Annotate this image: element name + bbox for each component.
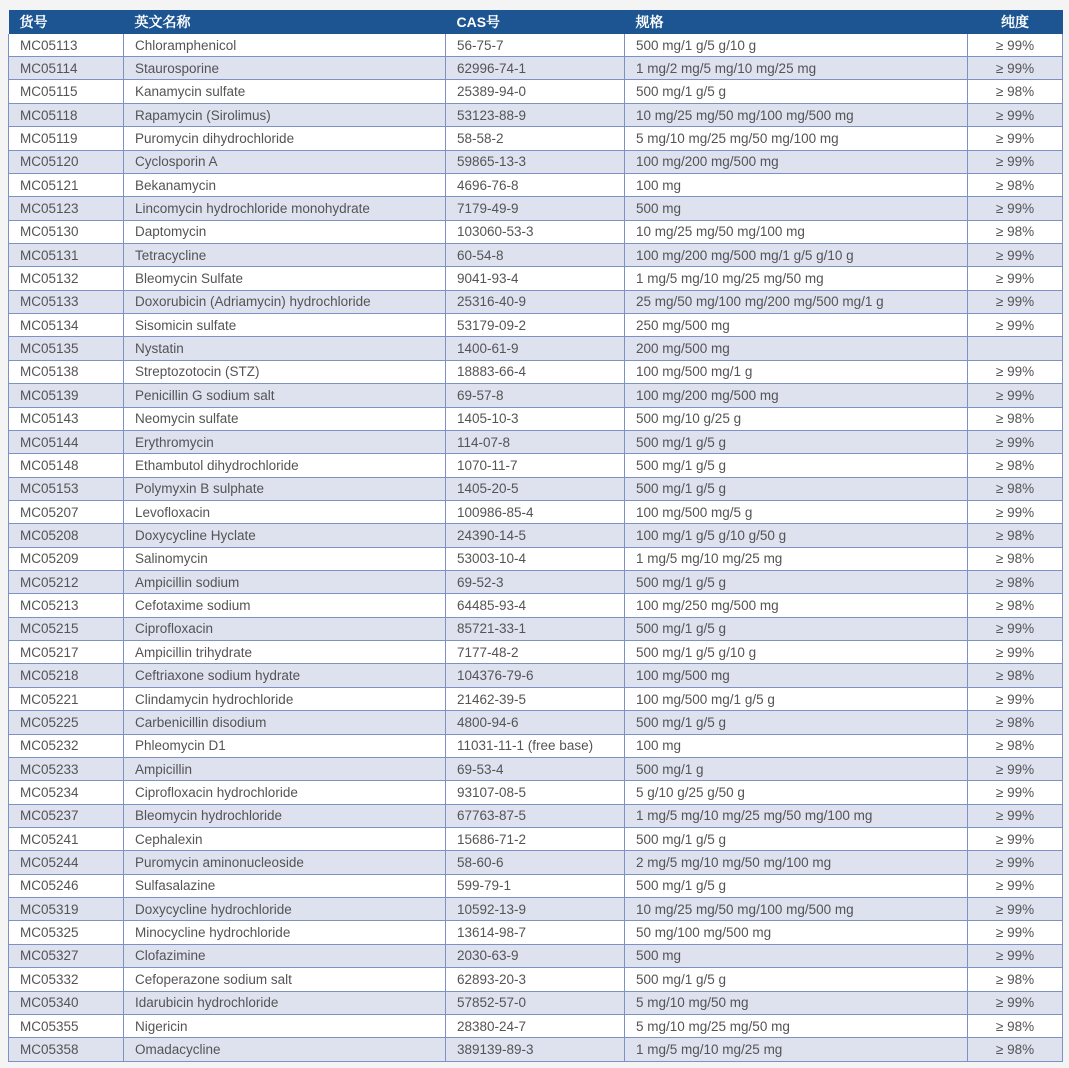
- cell-catalog-no: MC05148: [9, 454, 124, 477]
- table-row: [9, 734, 1063, 757]
- cell-specification: 500 mg: [625, 197, 968, 220]
- cell-english-name: Omadacycline: [124, 1038, 446, 1062]
- cell-cas-no: 599-79-1: [446, 874, 625, 897]
- cell-cas-no: 11031-11-1 (free base): [446, 734, 625, 757]
- cell-purity: ≥ 99%: [968, 921, 1063, 944]
- table-row: [9, 290, 1063, 313]
- cell-specification: 500 mg/1 g/5 g/10 g: [625, 34, 968, 57]
- table-row: [9, 150, 1063, 173]
- cell-english-name: Ampicillin trihydrate: [124, 641, 446, 664]
- cell-catalog-no: MC05118: [9, 103, 124, 126]
- table-row: [9, 220, 1063, 243]
- cell-english-name: Daptomycin: [124, 220, 446, 243]
- cell-specification: 500 mg/1 g/5 g: [625, 968, 968, 991]
- cell-purity: ≥ 99%: [968, 687, 1063, 710]
- cell-specification: 100 mg: [625, 173, 968, 196]
- cell-cas-no: 69-52-3: [446, 571, 625, 594]
- cell-catalog-no: MC05113: [9, 34, 124, 57]
- cell-purity: ≥ 99%: [968, 127, 1063, 150]
- cell-specification: 10 mg/25 mg/50 mg/100 mg: [625, 220, 968, 243]
- table-row: [9, 757, 1063, 780]
- cell-english-name: Doxorubicin (Adriamycin) hydrochloride: [124, 290, 446, 313]
- cell-purity: ≥ 99%: [968, 290, 1063, 313]
- cell-english-name: Ampicillin sodium: [124, 571, 446, 594]
- cell-specification: 500 mg/10 g/25 g: [625, 407, 968, 430]
- cell-english-name: Tetracycline: [124, 244, 446, 267]
- cell-cas-no: 58-60-6: [446, 851, 625, 874]
- cell-cas-no: 62893-20-3: [446, 968, 625, 991]
- cell-english-name: Doxycycline Hyclate: [124, 524, 446, 547]
- cell-purity: ≥ 98%: [968, 734, 1063, 757]
- cell-english-name: Bleomycin hydrochloride: [124, 804, 446, 827]
- cell-cas-no: 62996-74-1: [446, 57, 625, 80]
- table-row: [9, 524, 1063, 547]
- cell-cas-no: 56-75-7: [446, 34, 625, 57]
- cell-specification: 100 mg/1 g/5 g/10 g/50 g: [625, 524, 968, 547]
- cell-english-name: Phleomycin D1: [124, 734, 446, 757]
- cell-purity: ≥ 98%: [968, 547, 1063, 570]
- table-row: [9, 944, 1063, 967]
- cell-cas-no: 57852-57-0: [446, 991, 625, 1014]
- cell-purity: ≥ 99%: [968, 991, 1063, 1014]
- cell-cas-no: 59865-13-3: [446, 150, 625, 173]
- cell-specification: 1 mg/5 mg/10 mg/25 mg/50 mg/100 mg: [625, 804, 968, 827]
- cell-cas-no: 25316-40-9: [446, 290, 625, 313]
- table-row: [9, 968, 1063, 991]
- cell-purity: ≥ 98%: [968, 220, 1063, 243]
- cell-purity: ≥ 98%: [968, 524, 1063, 547]
- cell-purity: ≥ 99%: [968, 781, 1063, 804]
- cell-english-name: Sisomicin sulfate: [124, 314, 446, 337]
- table-row: [9, 804, 1063, 827]
- table-row: [9, 571, 1063, 594]
- table-row: [9, 991, 1063, 1014]
- cell-catalog-no: MC05134: [9, 314, 124, 337]
- cell-cas-no: 9041-93-4: [446, 267, 625, 290]
- cell-cas-no: 104376-79-6: [446, 664, 625, 687]
- cell-english-name: Kanamycin sulfate: [124, 80, 446, 103]
- cell-catalog-no: MC05132: [9, 267, 124, 290]
- cell-purity: ≥ 99%: [968, 641, 1063, 664]
- cell-catalog-no: MC05340: [9, 991, 124, 1014]
- table-row: [9, 641, 1063, 664]
- cell-specification: 1 mg/2 mg/5 mg/10 mg/25 mg: [625, 57, 968, 80]
- cell-specification: 500 mg/1 g/5 g: [625, 80, 968, 103]
- cell-english-name: Nigericin: [124, 1014, 446, 1037]
- cell-specification: 500 mg/1 g/5 g: [625, 454, 968, 477]
- cell-specification: 500 mg/1 g/5 g: [625, 874, 968, 897]
- cell-specification: 500 mg/1 g/5 g: [625, 617, 968, 640]
- cell-english-name: Clofazimine: [124, 944, 446, 967]
- table-row: [9, 57, 1063, 80]
- cell-cas-no: 114-07-8: [446, 430, 625, 453]
- cell-specification: 500 mg/1 g: [625, 757, 968, 780]
- cell-english-name: Bekanamycin: [124, 173, 446, 196]
- table-header: [9, 10, 1063, 34]
- cell-catalog-no: MC05212: [9, 571, 124, 594]
- cell-english-name: Puromycin dihydrochloride: [124, 127, 446, 150]
- cell-specification: 500 mg/1 g/5 g: [625, 827, 968, 850]
- cell-purity: ≥ 99%: [968, 874, 1063, 897]
- cell-specification: 1 mg/5 mg/10 mg/25 mg: [625, 547, 968, 570]
- cell-cas-no: 21462-39-5: [446, 687, 625, 710]
- table-row: [9, 827, 1063, 850]
- column-header-purity: 纯度: [968, 10, 1063, 34]
- cell-catalog-no: MC05131: [9, 244, 124, 267]
- cell-purity: ≥ 99%: [968, 617, 1063, 640]
- cell-catalog-no: MC05237: [9, 804, 124, 827]
- cell-english-name: Cyclosporin A: [124, 150, 446, 173]
- cell-english-name: Chloramphenicol: [124, 34, 446, 57]
- column-header-specification: 规格: [625, 10, 968, 34]
- cell-english-name: Rapamycin (Sirolimus): [124, 103, 446, 126]
- table-row: [9, 921, 1063, 944]
- cell-cas-no: 53003-10-4: [446, 547, 625, 570]
- cell-english-name: Cefoperazone sodium salt: [124, 968, 446, 991]
- cell-catalog-no: MC05207: [9, 500, 124, 523]
- cell-cas-no: 7177-48-2: [446, 641, 625, 664]
- cell-specification: 100 mg: [625, 734, 968, 757]
- table-row: [9, 454, 1063, 477]
- cell-english-name: Cephalexin: [124, 827, 446, 850]
- cell-cas-no: 103060-53-3: [446, 220, 625, 243]
- cell-purity: ≥ 99%: [968, 500, 1063, 523]
- cell-english-name: Ampicillin: [124, 757, 446, 780]
- cell-english-name: Bleomycin Sulfate: [124, 267, 446, 290]
- table-row: [9, 547, 1063, 570]
- cell-cas-no: 1400-61-9: [446, 337, 625, 360]
- cell-specification: 500 mg/1 g/5 g: [625, 571, 968, 594]
- cell-english-name: Levofloxacin: [124, 500, 446, 523]
- cell-catalog-no: MC05115: [9, 80, 124, 103]
- table-row: [9, 430, 1063, 453]
- cell-cas-no: 13614-98-7: [446, 921, 625, 944]
- cell-specification: 100 mg/200 mg/500 mg: [625, 150, 968, 173]
- cell-catalog-no: MC05327: [9, 944, 124, 967]
- cell-purity: ≥ 98%: [968, 664, 1063, 687]
- table-header-row: [9, 10, 1063, 34]
- cell-purity: ≥ 99%: [968, 150, 1063, 173]
- cell-purity: ≥ 98%: [968, 173, 1063, 196]
- cell-english-name: Ciprofloxacin hydrochloride: [124, 781, 446, 804]
- table-row: [9, 384, 1063, 407]
- cell-purity: ≥ 99%: [968, 804, 1063, 827]
- cell-cas-no: 1070-11-7: [446, 454, 625, 477]
- cell-catalog-no: MC05123: [9, 197, 124, 220]
- cell-cas-no: 24390-14-5: [446, 524, 625, 547]
- cell-catalog-no: MC05358: [9, 1038, 124, 1062]
- cell-english-name: Cefotaxime sodium: [124, 594, 446, 617]
- cell-cas-no: 28380-24-7: [446, 1014, 625, 1037]
- cell-catalog-no: MC05114: [9, 57, 124, 80]
- cell-purity: ≥ 98%: [968, 454, 1063, 477]
- cell-purity: ≥ 98%: [968, 80, 1063, 103]
- cell-cas-no: 7179-49-9: [446, 197, 625, 220]
- cell-catalog-no: MC05217: [9, 641, 124, 664]
- table-row: [9, 360, 1063, 383]
- cell-cas-no: 4800-94-6: [446, 711, 625, 734]
- cell-cas-no: 389139-89-3: [446, 1038, 625, 1062]
- cell-purity: ≥ 99%: [968, 57, 1063, 80]
- cell-purity: ≥ 99%: [968, 384, 1063, 407]
- cell-specification: 200 mg/500 mg: [625, 337, 968, 360]
- cell-catalog-no: MC05246: [9, 874, 124, 897]
- cell-specification: 10 mg/25 mg/50 mg/100 mg/500 mg: [625, 898, 968, 921]
- cell-purity: ≥ 99%: [968, 430, 1063, 453]
- cell-purity: ≥ 98%: [968, 711, 1063, 734]
- cell-specification: 100 mg/500 mg: [625, 664, 968, 687]
- cell-purity: ≥ 99%: [968, 197, 1063, 220]
- cell-purity: ≥ 99%: [968, 314, 1063, 337]
- cell-catalog-no: MC05319: [9, 898, 124, 921]
- table-row: [9, 1038, 1063, 1062]
- cell-catalog-no: MC05135: [9, 337, 124, 360]
- cell-purity: ≥ 98%: [968, 594, 1063, 617]
- cell-specification: 500 mg: [625, 944, 968, 967]
- cell-catalog-no: MC05120: [9, 150, 124, 173]
- cell-english-name: Ethambutol dihydrochloride: [124, 454, 446, 477]
- cell-purity: ≥ 98%: [968, 1014, 1063, 1037]
- table-row: [9, 687, 1063, 710]
- cell-purity: ≥ 99%: [968, 360, 1063, 383]
- cell-specification: 500 mg/1 g/5 g: [625, 711, 968, 734]
- cell-catalog-no: MC05139: [9, 384, 124, 407]
- cell-catalog-no: MC05232: [9, 734, 124, 757]
- cell-english-name: Nystatin: [124, 337, 446, 360]
- table-row: [9, 617, 1063, 640]
- cell-specification: 250 mg/500 mg: [625, 314, 968, 337]
- cell-cas-no: 53179-09-2: [446, 314, 625, 337]
- cell-english-name: Lincomycin hydrochloride monohydrate: [124, 197, 446, 220]
- table-row: [9, 664, 1063, 687]
- table-body: [9, 34, 1063, 1062]
- cell-english-name: Neomycin sulfate: [124, 407, 446, 430]
- cell-cas-no: 67763-87-5: [446, 804, 625, 827]
- cell-purity: ≥ 98%: [968, 968, 1063, 991]
- cell-specification: 5 mg/10 mg/25 mg/50 mg: [625, 1014, 968, 1037]
- table-row: [9, 34, 1063, 57]
- cell-catalog-no: MC05153: [9, 477, 124, 500]
- cell-specification: 100 mg/500 mg/1 g/5 g: [625, 687, 968, 710]
- cell-cas-no: 4696-76-8: [446, 173, 625, 196]
- cell-english-name: Idarubicin hydrochloride: [124, 991, 446, 1014]
- cell-english-name: Salinomycin: [124, 547, 446, 570]
- cell-specification: 100 mg/500 mg/5 g: [625, 500, 968, 523]
- cell-catalog-no: MC05208: [9, 524, 124, 547]
- cell-catalog-no: MC05218: [9, 664, 124, 687]
- table-row: [9, 500, 1063, 523]
- cell-english-name: Doxycycline hydrochloride: [124, 898, 446, 921]
- cell-cas-no: 18883-66-4: [446, 360, 625, 383]
- product-table: [8, 10, 1063, 1062]
- cell-english-name: Carbenicillin disodium: [124, 711, 446, 734]
- table-row: [9, 851, 1063, 874]
- cell-specification: 1 mg/5 mg/10 mg/25 mg/50 mg: [625, 267, 968, 290]
- cell-english-name: Polymyxin B sulphate: [124, 477, 446, 500]
- table-row: [9, 874, 1063, 897]
- cell-purity: ≥ 98%: [968, 571, 1063, 594]
- cell-cas-no: 93107-08-5: [446, 781, 625, 804]
- cell-specification: 50 mg/100 mg/500 mg: [625, 921, 968, 944]
- cell-english-name: Ceftriaxone sodium hydrate: [124, 664, 446, 687]
- table-row: [9, 1014, 1063, 1037]
- cell-specification: 100 mg/500 mg/1 g: [625, 360, 968, 383]
- cell-specification: 100 mg/250 mg/500 mg: [625, 594, 968, 617]
- cell-catalog-no: MC05233: [9, 757, 124, 780]
- cell-catalog-no: MC05130: [9, 220, 124, 243]
- cell-purity: ≥ 99%: [968, 34, 1063, 57]
- cell-cas-no: 85721-33-1: [446, 617, 625, 640]
- cell-catalog-no: MC05241: [9, 827, 124, 850]
- cell-catalog-no: MC05121: [9, 173, 124, 196]
- cell-specification: 10 mg/25 mg/50 mg/100 mg/500 mg: [625, 103, 968, 126]
- cell-catalog-no: MC05215: [9, 617, 124, 640]
- cell-specification: 500 mg/1 g/5 g/10 g: [625, 641, 968, 664]
- cell-catalog-no: MC05143: [9, 407, 124, 430]
- cell-specification: 1 mg/5 mg/10 mg/25 mg: [625, 1038, 968, 1062]
- cell-english-name: Staurosporine: [124, 57, 446, 80]
- cell-purity: ≥ 99%: [968, 898, 1063, 921]
- cell-catalog-no: MC05221: [9, 687, 124, 710]
- cell-catalog-no: MC05119: [9, 127, 124, 150]
- cell-catalog-no: MC05225: [9, 711, 124, 734]
- cell-catalog-no: MC05332: [9, 968, 124, 991]
- cell-cas-no: 58-58-2: [446, 127, 625, 150]
- cell-catalog-no: MC05144: [9, 430, 124, 453]
- cell-cas-no: 1405-20-5: [446, 477, 625, 500]
- table-row: [9, 477, 1063, 500]
- cell-cas-no: 1405-10-3: [446, 407, 625, 430]
- column-header-english-name: 英文名称: [124, 10, 446, 34]
- table-row: [9, 244, 1063, 267]
- cell-purity: ≥ 99%: [968, 851, 1063, 874]
- cell-english-name: Ciprofloxacin: [124, 617, 446, 640]
- cell-catalog-no: MC05325: [9, 921, 124, 944]
- table-row: [9, 711, 1063, 734]
- cell-english-name: Streptozotocin (STZ): [124, 360, 446, 383]
- table-row: [9, 197, 1063, 220]
- cell-cas-no: 69-53-4: [446, 757, 625, 780]
- cell-cas-no: 2030-63-9: [446, 944, 625, 967]
- cell-cas-no: 10592-13-9: [446, 898, 625, 921]
- cell-cas-no: 69-57-8: [446, 384, 625, 407]
- table-row: [9, 314, 1063, 337]
- cell-cas-no: 15686-71-2: [446, 827, 625, 850]
- cell-catalog-no: MC05234: [9, 781, 124, 804]
- cell-catalog-no: MC05133: [9, 290, 124, 313]
- table-row: [9, 103, 1063, 126]
- cell-cas-no: 25389-94-0: [446, 80, 625, 103]
- cell-purity: ≥ 98%: [968, 1038, 1063, 1062]
- table-row: [9, 127, 1063, 150]
- column-header-cas-no: CAS号: [446, 10, 625, 34]
- cell-english-name: Penicillin G sodium salt: [124, 384, 446, 407]
- cell-cas-no: 64485-93-4: [446, 594, 625, 617]
- cell-purity: ≥ 99%: [968, 827, 1063, 850]
- cell-purity: ≥ 99%: [968, 757, 1063, 780]
- table-row: [9, 173, 1063, 196]
- cell-purity: ≥ 99%: [968, 103, 1063, 126]
- cell-specification: 5 g/10 g/25 g/50 g: [625, 781, 968, 804]
- cell-english-name: Clindamycin hydrochloride: [124, 687, 446, 710]
- table-row: [9, 781, 1063, 804]
- cell-english-name: Erythromycin: [124, 430, 446, 453]
- product-table-container: [8, 10, 1063, 1062]
- cell-english-name: Minocycline hydrochloride: [124, 921, 446, 944]
- cell-cas-no: 60-54-8: [446, 244, 625, 267]
- cell-catalog-no: MC05244: [9, 851, 124, 874]
- cell-purity: ≥ 98%: [968, 477, 1063, 500]
- cell-catalog-no: MC05355: [9, 1014, 124, 1037]
- cell-purity: ≥ 99%: [968, 267, 1063, 290]
- cell-specification: 2 mg/5 mg/10 mg/50 mg/100 mg: [625, 851, 968, 874]
- cell-specification: 5 mg/10 mg/25 mg/50 mg/100 mg: [625, 127, 968, 150]
- cell-catalog-no: MC05213: [9, 594, 124, 617]
- cell-purity: ≥ 98%: [968, 407, 1063, 430]
- cell-specification: 500 mg/1 g/5 g: [625, 430, 968, 453]
- table-row: [9, 898, 1063, 921]
- cell-purity: [968, 337, 1063, 360]
- cell-specification: 25 mg/50 mg/100 mg/200 mg/500 mg/1 g: [625, 290, 968, 313]
- cell-cas-no: 100986-85-4: [446, 500, 625, 523]
- cell-specification: 500 mg/1 g/5 g: [625, 477, 968, 500]
- column-header-catalog-no: 货号: [9, 10, 124, 34]
- cell-catalog-no: MC05209: [9, 547, 124, 570]
- cell-specification: 100 mg/200 mg/500 mg/1 g/5 g/10 g: [625, 244, 968, 267]
- cell-english-name: Puromycin aminonucleoside: [124, 851, 446, 874]
- table-row: [9, 267, 1063, 290]
- table-row: [9, 80, 1063, 103]
- cell-specification: 100 mg/200 mg/500 mg: [625, 384, 968, 407]
- cell-english-name: Sulfasalazine: [124, 874, 446, 897]
- table-row: [9, 407, 1063, 430]
- cell-purity: ≥ 99%: [968, 244, 1063, 267]
- table-row: [9, 337, 1063, 360]
- table-row: [9, 594, 1063, 617]
- cell-specification: 5 mg/10 mg/50 mg: [625, 991, 968, 1014]
- cell-purity: ≥ 99%: [968, 944, 1063, 967]
- cell-catalog-no: MC05138: [9, 360, 124, 383]
- cell-cas-no: 53123-88-9: [446, 103, 625, 126]
